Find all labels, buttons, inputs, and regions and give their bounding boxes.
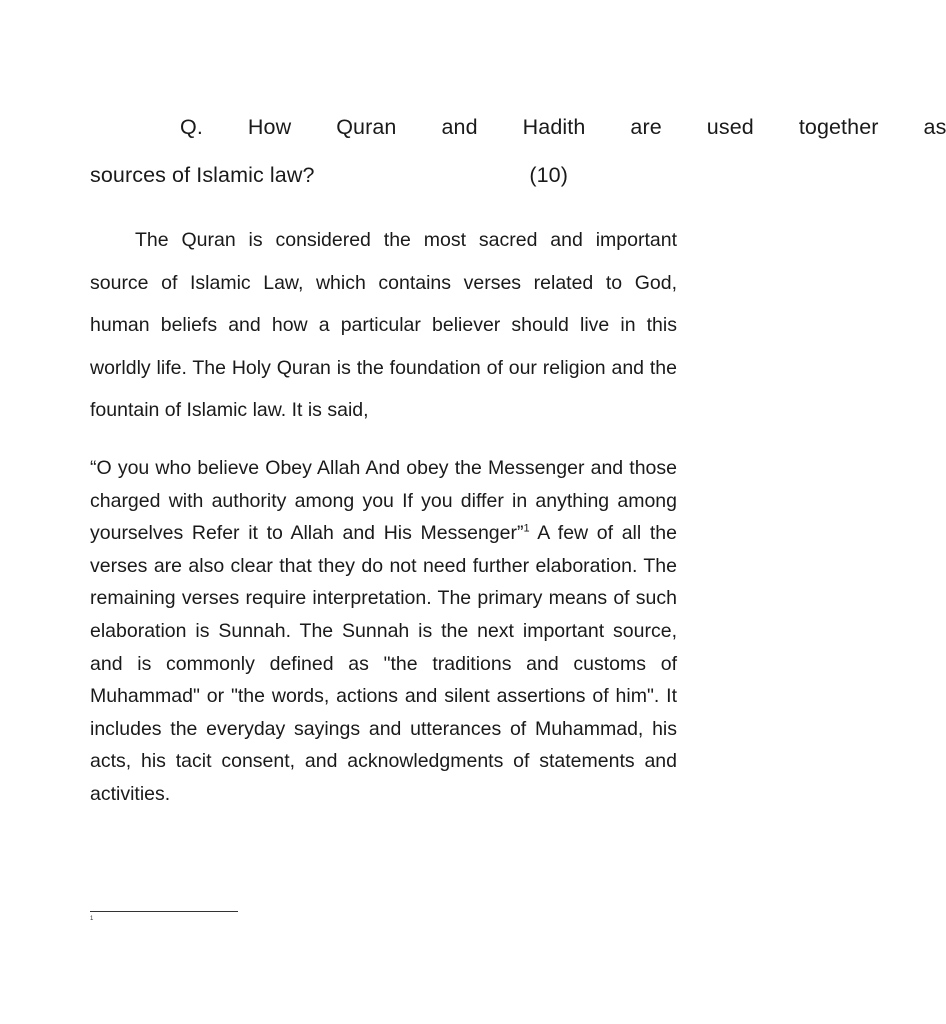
question-word: Q. <box>180 115 203 139</box>
paragraph-quote-sunnah <box>90 452 677 811</box>
question-word: used <box>706 115 754 139</box>
question-line-1 <box>90 106 946 148</box>
question-word: Hadith <box>522 115 586 139</box>
question-marks: (10) <box>529 163 568 187</box>
question-word: together <box>798 115 879 139</box>
footnote-reference: 1 <box>523 522 530 535</box>
question-word: How <box>247 115 292 139</box>
question-word: are <box>630 115 662 139</box>
question-word: as <box>923 115 946 139</box>
quote-text: “O you who believe Obey Allah And obey the Messenger and those charged with authority among you If you differ in anything among yourselves Refer it to Allah and His Messenger” <box>90 457 677 545</box>
question-line-2 <box>90 154 677 196</box>
paragraph-continuation: A few of all the verses are also clear that they do not need further elaboration. The remaining verses require interpretation. The primary means of such elaboration is Sunnah. The Sunnah is the next important source, and is commonly defined as "the traditions and customs of Muhammad" or "the words, actions and silent assertions of him". It includes the everyday sayings and utterances of Muhammad, his acts, his tacit consent, and acknowledgments of statements and activities. <box>90 522 677 805</box>
paragraph-quran: The Quran is considered the most sacred and important source of Islamic Law, which contains verses related to God, human beliefs and how a particular believer should live in this worldly life. The Holy Quran is the foundation of our religion and the fountain of Islamic law. It is said, <box>90 229 677 422</box>
question-word: and <box>441 115 478 139</box>
question-word: Quran <box>336 115 397 139</box>
footnote-number: 1 <box>90 916 94 922</box>
question-heading <box>90 106 946 196</box>
question-line-2-text: sources of Islamic law? <box>90 163 315 187</box>
footnote-separator <box>90 911 238 912</box>
